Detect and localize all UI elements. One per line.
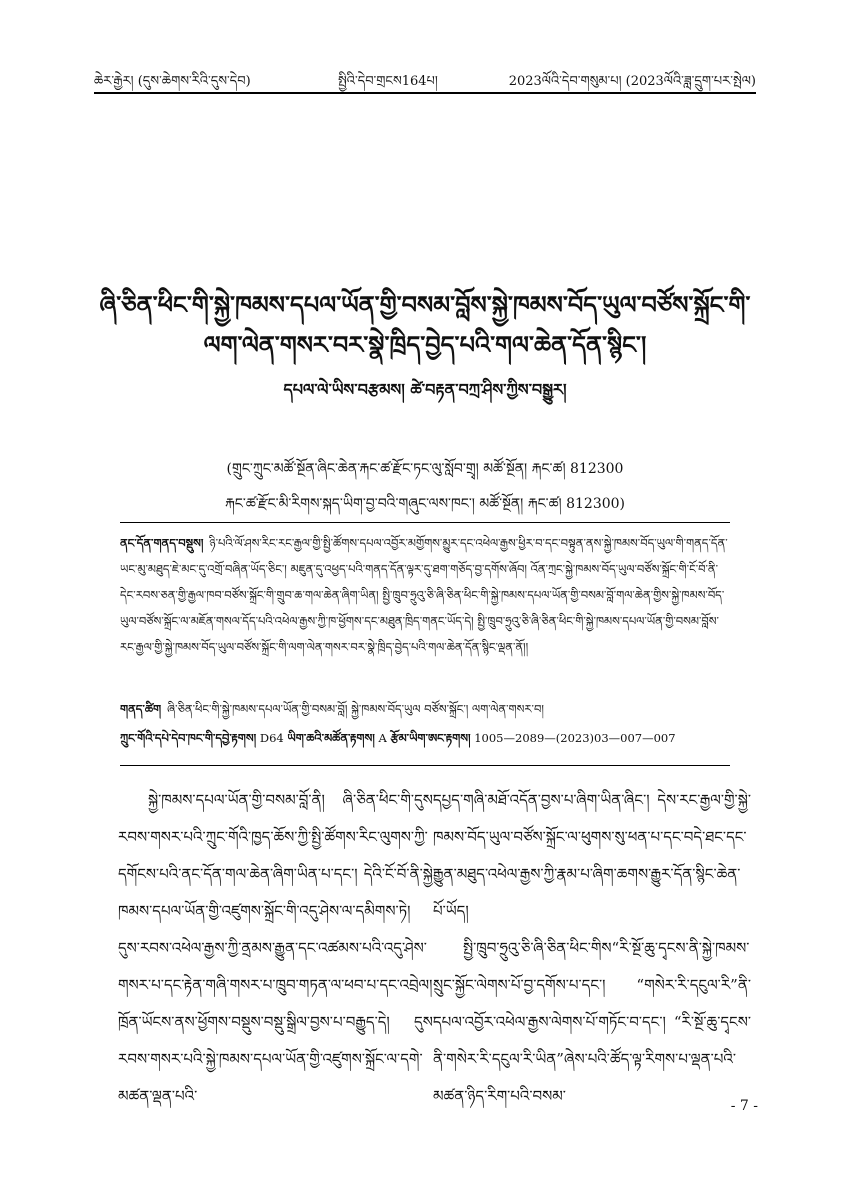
article-id-label: རྩོམ་ཡིག་ཨང་རྟགས། <box>390 731 471 745</box>
clc-label: ཀྲུང་གོའི་དཔེ་དེབ་ཁང་གི་དབྱེ་རྟགས། <box>120 731 257 745</box>
running-header <box>94 66 756 88</box>
page-number: - 7 - <box>730 1098 758 1114</box>
author-line: དཔལ་ལེ་ཡིས་བརྩམས། ཚེ་བརྟན་བཀྲ་ཤིས་ཀྱིས་བསྒྱུར། <box>283 380 567 399</box>
body-column-left <box>118 782 436 1115</box>
issue-number: སྤྱིའི་དེབ་གྲངས164པ། <box>338 74 438 89</box>
abstract-text: ཉི་པའི་ལོ་ཤས་རིང་རང་རྒྱལ་གྱི་སྤྱི་ཚོགས་དཔལ་འབྱོར་མགྱོགས་མྱུར་དང་འཕེལ་རྒྱས་ཕྱིར་བ་དང་བསྟུན་ནས་སྐྱེ་ཁམས་བོད་ཡུལ་གི་གནད་དོན་ཡང་མུ་མཐུད་ཇེ་མང་དུ་འགྲོ་བཞིན་ཡོད་ཅིང་། མཇུན་དུ་འཕྱད་པའི་གནད་དོན་ལྟར་དུ་ཐག་གཅོད་བྱ་དགོས་ཞོབ། འོན་ཀྲང་སྐྱེ་ཁམས་བོད་ཡུལ་བཙོས་སྐྲོང་གི་ངོ་བོ་ནི་དེང་རབས་ཅན་གྱི་རྒྱལ་ཁབ་བཙོས་སྐྲོང་གི་གྲུབ་ཆ་གལ་ཆེན་ཞིག་ཡིན། སྤྱི་ཁྲུབ་ཧྲུའུ་ཅི་ཞི་ཅིན་ཕིང་གི་སྐྱེ་ཁམས་དཔལ་ཡོན་གྱི་བསམ་བློ་གལ་ཆེན་གྱིས་སྐྱེ་ཁམས་བོད་ཡུལ་བཙོས་སྐྲོང་ལ་མཇོན་གསལ་དོད་པའི་འཕེལ་རྒྱས་ཀྱི་ཁ་ཕྱོགས་དང་མཐུན་ཁྲིད་གནང་ཡོད་དེ། སྤྱི་ཁྲུབ་ཧྲུའུ་ཅི་ཞི་ཅིན་ཕིང་གི་སྐྱེ་ཁམས་དཔལ་ཡོན་གྱི་བསམ་བློས་རང་རྒྱལ་གྱི་སྐྱེ་ཁམས་བོད་ཡུལ་བཙོས་སྐྲོང་གི་ལག་ལེན་གསར་བར་སྣེ་ཁྲིད་བྱེད་པའི་གལ་ཆེན་དོན་སྙིང་ལྡན་ནོ།། <box>120 536 728 654</box>
journal-name: ཆེར་རྒྱེར། (དུས་ཆེགས་རིའི་དུས་དེབ) <box>94 74 251 89</box>
keywords <box>120 696 730 722</box>
article-id: 1005—2089—(2023)03—007—007 <box>474 731 676 745</box>
year-issue: 2023ལོའི་དེབ་གསུམ་པ། (2023ལོའི་ཟླ་དྲུག་པར་སྤེལ) <box>508 74 756 89</box>
body-paragraph: དཔྱད་གཞི་མཐོ་འདོན་བྱས་པ་ཞིག་ཡིན་ཞིང་། དེས་རང་རྒྱལ་གྱི་སྐྱེ་ཁམས་བོད་ཡུལ་བཙོས་སྐྲོང་ལ་ཕུགས་སུ་ཕན་པ་དང་བདེ་ཐང་དང་རྒྱུན་མཐུད་འཕེལ་རྒྱས་ཀྱི་རྣམ་པ་ཞིག་ཆགས་རྒྱུར་དོན་སྙིང་ཆེན་པོ་ཡོད། <box>433 791 751 920</box>
abstract-label: ནང་དོན་གནད་བསྡུས། <box>120 536 204 550</box>
body-paragraph: སྤྱི་ཁྲུབ་ཧྲུའུ་ཅི་ཞི་ཅིན་ཕིང་གིས“རི་སྔོ་ཆུ་དྭངས་ནི་སྐྱེ་ཁམས་སྲུང་སྐྱོང་ལེགས་པོ་བྱ་དགོས་པ་དང་། “གསེར་རི་དངུལ་རི”ནི་དཔལ་འབྱོར་འཕེལ་རྒྱས་ལེགས་པོ་གཏོང་བ་དང་། “རི་སྔོ་ཆུ་དྭངས་ནི་གསེར་རི་དངུལ་རི་ཡིན”ཞེས་པའི་ཚོད་ལྟ་རིགས་པ་ལྡན་པའི་མཚན་ཉིད་རིག་པའི་བསམ་ <box>433 939 751 1105</box>
article-title: ཞི་ཅིན་ཕིང་གི་སྐྱེ་ཁམས་དཔལ་ཡོན་གྱི་བསམ་བློས་སྐྱེ་ཁམས་བོད་ཡུལ་བཙོས་སྐྲོང་གི་ལག་ལེན་གསར་བར་སྣེ་ཁྲིད་བྱེད་པའི་གལ་ཆེན་དོན་སྙིང་། <box>99 290 751 359</box>
body-column-right <box>433 782 751 1115</box>
keywords-label: གནད་ཚིག <box>120 702 162 716</box>
abstract <box>120 530 730 660</box>
header-divider <box>94 92 756 94</box>
clc-code: D64 <box>259 731 284 745</box>
doc-code-label: ཡིག་ཆའི་མཚོན་རྟགས། <box>287 731 375 745</box>
affiliation-1: (གྲུང་ཀྲུང་མཚོ་སྔོན་ཞིང་ཆེན་རྐང་ཚ་རྫོང་ཏང་ལུ་སློབ་གྲྭ། མཚོ་སྔོན། རྐང་ཚ། 812300 <box>226 461 624 477</box>
abstract-top-divider <box>120 522 730 523</box>
doc-code: A <box>378 731 387 745</box>
body-paragraph: སྐྱེ་ཁམས་དཔལ་ཡོན་གྱི་བསམ་བློ་ནི། ཞི་ཅིན་ཕིང་གི་དུས་རབས་གསར་པའི་ཀྲུང་གོའི་ཁྱད་ཆོས་ཀྱི་སྤྱི་ཚོགས་རིང་ལུགས་ཀྱི་དགོངས་པའི་ནང་དོན་གལ་ཆེན་ཞིག་ཡིན་པ་དང་། དེའི་ངོ་བོ་ནི་སྐྱེ་ཁམས་དཔལ་ཡོན་གྱི་འཛུགས་སྐྲོང་གི་འདུ་ཤེས་ལ་དམིགས་ཏེ། དུས་རབས་འཕེལ་རྒྱས་ཀྱི་ནྲམས་རྒྱུན་དང་འཚམས་པའི་འདུ་ཤེས་གསར་པ་དང་རྟེན་གཞི་གསར་པ་ཁྲུབ་གཏན་ལ་ཕབ་པ་དང་འབྲེལ། ཁྲོན་ཡོངས་ནས་ཕྱོགས་བསྡུས་བསྡུ་སྒྲིལ་བྱས་པ་བརྒྱུད་དེ། དུས་རབས་གསར་པའི་སྐྱེ་ཁམས་དཔལ་ཡོན་གྱི་འཛུགས་སྐྲོང་ལ་དགེ་མཚན་ལྡན་པའི་ <box>118 791 436 1105</box>
keywords-text: ཞི་ཅིན་ཕིང་གི་སྐྱེ་ཁམས་དཔལ་ཡོན་གྱི་བསམ་བློ། སྐྱེ་ཁམས་བོད་ཡུལ བཙོས་སྐྲོང་། ལག་ལེན་གསར་བ། <box>167 702 544 716</box>
body-top-divider <box>120 765 730 766</box>
classification-line <box>120 725 730 751</box>
affiliation-2: རྐང་ཚ་རྫོང་མི་རིགས་སྐད་ཡིག་བྱ་བའི་གཞུང་ལས་ཁང་། མཚོ་སྔོན། རྐང་ཚ། 812300) <box>224 496 626 512</box>
